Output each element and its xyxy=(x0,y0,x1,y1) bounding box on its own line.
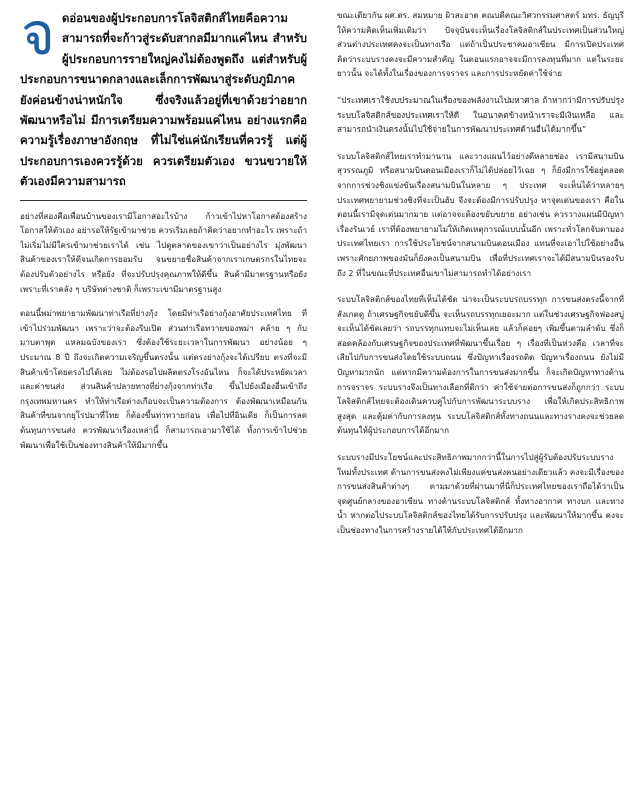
drop-cap: จ xyxy=(21,8,55,68)
body-paragraph: ระบบรางมีประโยชน์และประสิทธิภาพมากกว่านี้ในการไปสู่ผู้รับต้องปรับระบบรางใหม่ทั้งประเทศ ด้านการขนส่งคงไม่เพียงแค่ขนส่งคนอย่างเดียวแล้ว คงจะมีเรื่องของการขนส่งสินค้าต่างๆ ตามมาด้วยที่ผ่านมาที่นี่ก็ประเทศไทยของเราถือได้ว่าเป็นจุดศูนย์กลางของอาเซียน ทางด้านระบบโลจิสติกส์ ทั้งทางอากาศ ทางบก และทางน้ำ หากต่อไประบบโลจิสติกส์ของไทยได้รับการปรับปรุง และพัฒนาให้มากขึ้น คงจะเป็นช่องทางในการสร้างรายได้ให้กับประเทศได้อีกมาก xyxy=(337,452,624,535)
pull-quote: “ประเทศเราใช้งบประมาณในเรื่องของพลังงานไปมหาศาล ถ้าหากว่ามีการปรับปรุงระบบโลจิสติกส์ของประเทศเราให้ดี ในอนาคตข้างหน้าเราจะมีเงินเหลือ และสามารถนำเงินตรงนั้นไปใช้จ่ายในการพัฒนาประเทศด้านอื่นได้มากขึ้น” xyxy=(337,94,624,135)
body-paragraph: ระบบโลจิสติกส์ของไทยที่เห็นได้ชัด น่าจะเป็นระบบรถบรรทุก การขนส่งตรงนี้จากที่สังเกตดู ถ้าเศรษฐกิจขยับดีขึ้น จะเห็นรถบรรทุกเยอะมาก แต่ในช่วงเศรษฐกิจฟองสบู่จะเห็นได้ชัดเลยว่า รถบรรทุกแทบจะไม่เห็นเลย แล้วก็ค่อยๆ เพิ่มขึ้นตามลำดับ ซึ่งก็สอดคล้องกับเศรษฐกิจของประเทศที่พัฒนาขึ้นเรื่อย ๆ เรื่องที่เป็นห่วงคือ เวลาที่จะเสียไปกับการขนส่งโดยใช้ระบบถนน ซึ่งปัญหาเรื่องรถติด ปัญหาเรื่องถนน ยังไม่มีปัญหามากนัก แต่หากมีความต้องการในการขนส่งมากขึ้น ก็จะเกิดปัญหาทางด้านการจราจร ระบบรางจึงเป็นทางเลือกที่ดีกว่า ค่าใช้จ่ายต่อการขนส่งก็ถูกกว่า ระบบโลจิสติกส์ไทยจะต้องเดินควบคู่ไปกับการพัฒนาระบบราง เพื่อให้เกิดประสิทธิภาพสูงสุด และคุ้มค่ากับการลงทุน ระบบโลจิสติกส์ทั้งทางถนนและทางรางคงจะช่วยลดต้นทุนให้ผู้ประกอบการได้อีกมาก xyxy=(337,294,624,436)
body-paragraph: ตอนนี้พม่าพยายามพัฒนาท่าเรือที่ย่างกุ้ง โดยมีท่าเรือย่างกุ้งอาศัยประเทศไทย ที่เข้าไปร่วมพัฒนา เพราะว่าจะต้องรีบเปิด ส่วนท่าเรือทวายของพม่า คล้าย ๆ กับมาบตาพุด แหลมฉบังของเรา ซึ่งต้องใช้ระยะเวลาในการพัฒนา อย่างน้อย ๆ ประมาณ 8 ปี ถึงจะเกิดความเจริญขึ้นตรงนั้น แต่ตรงย่างกุ้งจะได้เปรียบ ตรงที่จะมีสินค้าเข้าโดยตรงไปได้เลย ไม่ต้องรอไปผลิตตรงโรงอันไหน ก็จะได้ประหยัดเวลา และค่าขนส่ง ส่วนสินค้าปลายทางที่ย่างกุ้งจากท่าเรือ ขึ้นไปยังเมืองอื่นเข้าถึงกรุงเทพมหานคร ทำให้ท่าเรือต่างเกือบจะเป็นความต้องการ ต้องพัฒนาเหมือนกัน สินค้าที่ขนจากยุโรปมาที่ไทย ก็ต้องขึ้นท่าทวายก่อน เพื่อไปที่อินเดีย ก็เป็นการลดต้นทุนการขนส่ง ควรพัฒนาเรื่องเหล่านี้ ก็สามารถเอามาใช้ได้ ทั้งการเข้าไปช่วยพัฒนาเพื่อใช้เป็นช่องทางสินค้าให้มีมากขึ้น xyxy=(20,308,307,450)
body-paragraph: อย่างที่สองคือเพื่อนบ้านของเรามีโอกาสอะไรบ้าง ก้าวเข้าไปหาโอกาสต้องสร้างโอกาสให้ตัวเอง อย่ารอให้รัฐเข้ามาช่วย ควรเริ่มเลยถ้าคิดว่าอยากทำอะไร เพราะถ้าไม่เริ่มไม่มีใครเข้ามาช่วยเราได้ เช่น ไปดูตลาดของเขาว่าเป็นอย่างไร มุ่งพัฒนาสินค้าของเราให้ดีจนเกิดการยอมรับ จนขยายชื่อสินค้าจากเราเกษตรกรในไทยจะต้องปรับตัวอย่างไร หรือยัง ที่จะปรับปรุงคุณภาพให้ดีขึ้น สินค้ามีมาตรฐานหรือยัง เพราะที่เราคลัง ๆ บริษัทต่างชาติ ก็เพราะเขามีมาตรฐานสูง xyxy=(20,210,307,294)
lead-block xyxy=(20,8,307,192)
body-paragraph: ขณะเดียวกัน ผศ.ดร. สมหมาย ผิวสะอาด คณบดีคณะวิศวกรรมศาสตร์ มทร. ธัญบุรี ให้ความคิดเห็นเพิ่มเติมว่า ปัจจุบันจะเห็นเรื่องโลจิสติกส์ในประเทศเป็นส่วนใหญ่ ส่วนต่างประเทศคงจะเป็นทางเรือ แต่ถ้าเป็นประชาคมอาเซียน มีการเปิดประเทศ คิดว่าระบบรางคงจะมีความสำคัญ ในตอนแรกอาจจะมีการลงทุนที่มาก แต่ในระยะยาวนั้น จะได้ทั้งในเรื่องของการจราจร และการประหยัดค่าใช้จ่าย xyxy=(337,10,624,79)
two-column-layout xyxy=(20,8,624,800)
right-column xyxy=(337,8,624,800)
body-paragraph: ระบบโลจิสติกส์ไทยเราทำมานาน และวางแผนไว้อย่างดีหลายช่อง เรามีสนามบินสุวรรณภูมิ หรือสนามบินดอนเมืองเราก็ไม่ได้ปล่อยไว้เฉย ๆ ก็ยังมีการใช้อยู่ตลอด จากการช่วงชิงแข่งขันเรื่องสนามบินในหลาย ๆ ประเทศ จะเห็นได้ว่าหลายๆ ประเทศพยายามช่วงชิงที่จะเป็นฮับ จึงจะต้องมีการปรับปรุง หาจุดเด่นของเรา คือในตอนนี้เรามีจุดเด่นมากมาย แต่อาจจะต้องขยับขยาย อย่างเช่น ควรวางแผนมีปัญหาเรื่องรันเวย์ เราที่ต้องพยายามไม่ให้เกิดเหตุการณ์แบบนั้นอีก เพราะทั่วโลกจับตามองประเทศไทยเรา การใช้ประโยชน์จากสนามบินดอนเมือง แทนที่จะเอาไปใช้อย่างอื่น เพราะศักยภาพของมันก็ยังคงเป็นสนามบิน เพื่อที่ประเทศเราจะได้มีสนามบินรองรับถึง 2 ที่ในขณะที่ประเทศอื่นเขาไม่สามารถทำได้อย่างเรา xyxy=(337,150,624,278)
left-column xyxy=(20,8,307,800)
lead-divider xyxy=(20,200,307,201)
lead-paragraph: ดอ่อนของผู้ประกอบการโลจิสติกส์ไทยคือความสามารถที่จะก้าวสู่ระดับสากลมีมากแค่ไหน สำหรับผู้ประกอบการรายใหญ่คงไม่ต้องพูดถึง แต่สำหรับผู้ประกอบการขนาดกลางและเล็กการพัฒนาสู่ระดับภูมิภาคยังค่อนข้างน่าหนักใจ ซึ่งจริงแล้วอยู่ที่เขาด้วยว่าอยากพัฒนาหรือไม่ มีการเตรียมความพร้อมแค่ไหน อย่างแรกคือความรู้เรื่องภาษาอังกฤษ ที่ไม่ใช่แค่นักเรียนที่ควรรู้ แต่ผู้ประกอบการเองควรรู้ด้วย ควรเตรียมตัวเอง ขวนขวายให้ตัวเองมีความสามารถ xyxy=(20,11,307,189)
